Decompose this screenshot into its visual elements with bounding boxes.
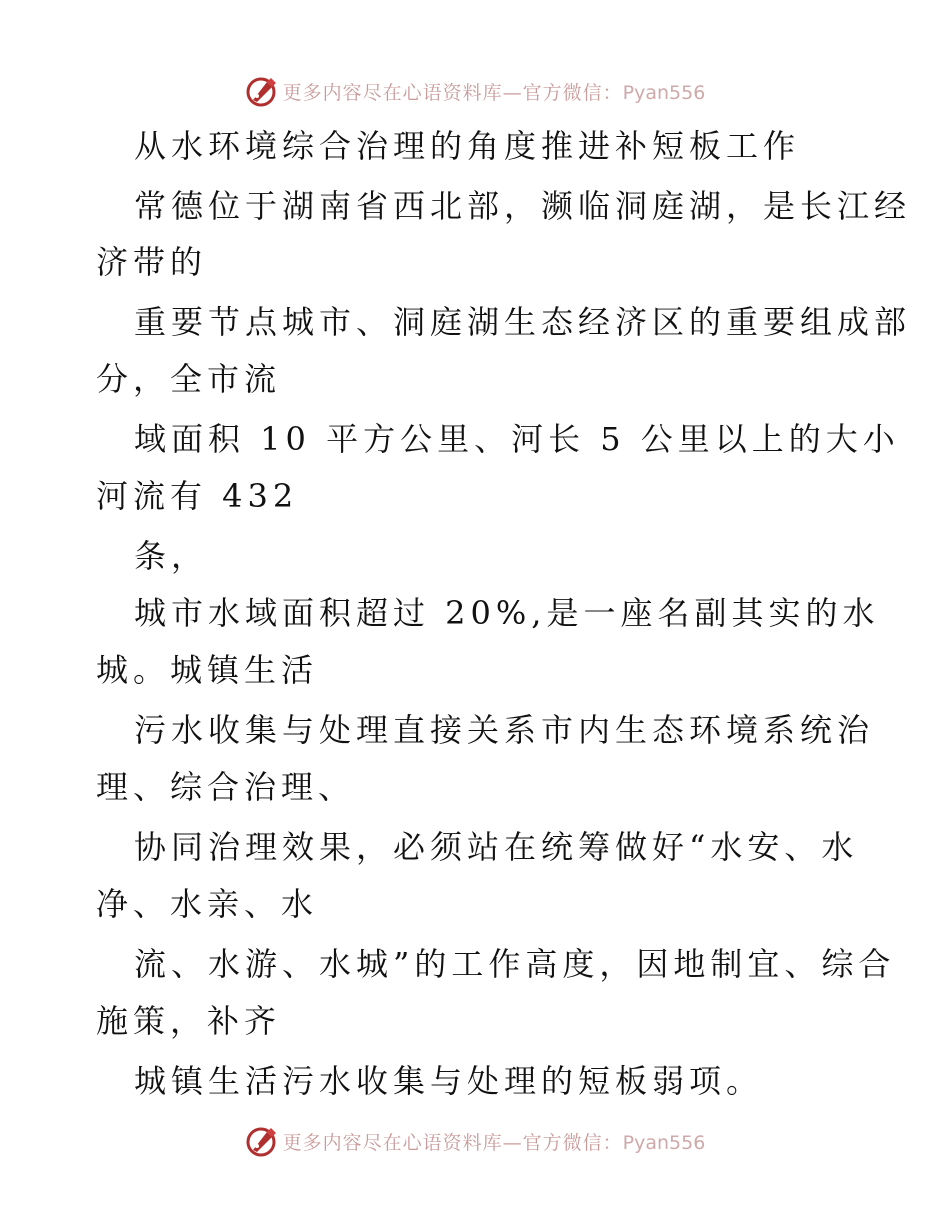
footer-watermark — [0, 1124, 950, 1158]
watermark-brand: 更多内容尽在心语资料库—官方微信： — [282, 81, 623, 104]
paragraph-line: 域面积 10 平方公里、河长 5 公里以上的大小 — [134, 420, 900, 458]
paragraph-line: 重要节点城市、洞庭湖生态经济区的重要组成部 — [134, 303, 912, 341]
paragraph-line: 济带的 — [96, 243, 208, 281]
paragraph-line: 流、水游、水城”的工作高度，因地制宜、综合 — [134, 945, 896, 983]
pen-logo-icon — [245, 1124, 279, 1158]
paragraph-line: 从水环境综合治理的角度推进补短板工作 — [134, 127, 801, 165]
watermark-text — [283, 78, 706, 105]
header-watermark — [0, 74, 950, 108]
paragraph-line: 净、水亲、水 — [96, 885, 319, 923]
pen-logo-icon — [245, 74, 279, 108]
paragraph-line: 常德位于湖南省西北部，濒临洞庭湖，是长江经 — [134, 187, 912, 225]
paragraph-line: 理、综合治理、 — [96, 768, 356, 806]
paragraph-line: 污水收集与处理直接关系市内生态环境系统治 — [134, 711, 875, 749]
paragraph-line: 协同治理效果，必须站在统筹做好“水安、水 — [134, 828, 859, 866]
watermark-text — [283, 1128, 706, 1155]
watermark-brand: 更多内容尽在心语资料库—官方微信： — [282, 1131, 623, 1154]
paragraph-line: 城。城镇生活 — [96, 651, 319, 689]
paragraph-line: 施策，补齐 — [96, 1002, 282, 1040]
watermark-wechat-id: Pyan556 — [622, 1131, 706, 1154]
paragraph-line: 分，全市流 — [96, 360, 282, 398]
paragraph-line: 城市水域面积超过 20%,是一座名副其实的水 — [134, 594, 880, 632]
watermark-wechat-id: Pyan556 — [622, 81, 706, 104]
paragraph-line: 河流有 432 — [96, 477, 299, 515]
paragraph-line: 城镇生活污水收集与处理的短板弱项。 — [134, 1062, 764, 1100]
paragraph-line: 条， — [134, 537, 209, 575]
